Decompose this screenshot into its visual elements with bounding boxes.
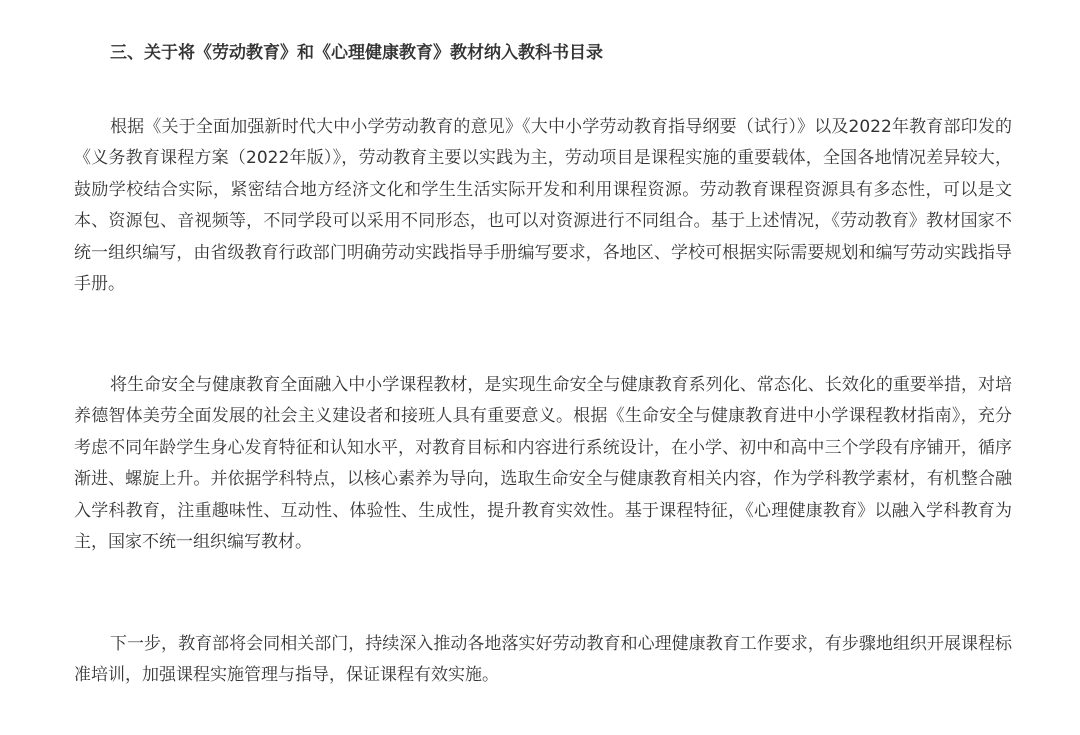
paragraph-next-steps: 下一步，教育部将会同相关部门，持续深入推动各地落实好劳动教育和心理健康教育工作要求，有步骤地组织开展课程标准培训，加强课程实施管理与指导，保证课程有效实施。 — [74, 634, 1012, 686]
paragraph-life-safety-health-education: 将生命安全与健康教育全面融入中小学课程教材，是实现生命安全与健康教育系列化、常态化、长效化的重要举措，对培养德智体美劳全面发展的社会主义建设者和接班人具有重要意义。根据《生命安全与健康教育进中小学课程教材指南》，充分考虑不同年龄学生身心发育特征和认知水平，对教育目标和内容进行系统设计，在小学、初中和高中三个学段有序铺开，循序渐进、螺旋上升。并依据学科特点，以核心素养为导向，选取生命安全与健康教育相关内容，作为学科教学素材，有机整合融入学科教育，注重趣味性、互动性、体验性、生成性，提升教育实效性。基于课程特征，《心理健康教育》以融入学科教育为主，国家不统一组织编写教材。 — [74, 375, 1012, 553]
paragraph-labor-education: 根据《关于全面加强新时代大中小学劳动教育的意见》《大中小学劳动教育指导纲要（试行）》以及2022年教育部印发的《义务教育课程方案（2022年版）》，劳动教育主要以实践为主，劳动项目是课程实施的重要载体，全国各地情况差异较大，鼓励学校结合实际，紧密结合地方经济文化和学生生活实际开发和利用课程资源。劳动教育课程资源具有多态性，可以是文本、资源包、音视频等，不同学段可以采用不同形态，也可以对资源进行不同组合。基于上述情况，《劳动教育》教材国家不统一组织编写，由省级教育行政部门明确劳动实践指导手册编写要求，各地区、学校可根据实际需要规划和编写劳动实践指导手册。 — [74, 117, 1012, 295]
section-heading: 三、关于将《劳动教育》和《心理健康教育》教材纳入教科书目录 — [110, 43, 603, 63]
